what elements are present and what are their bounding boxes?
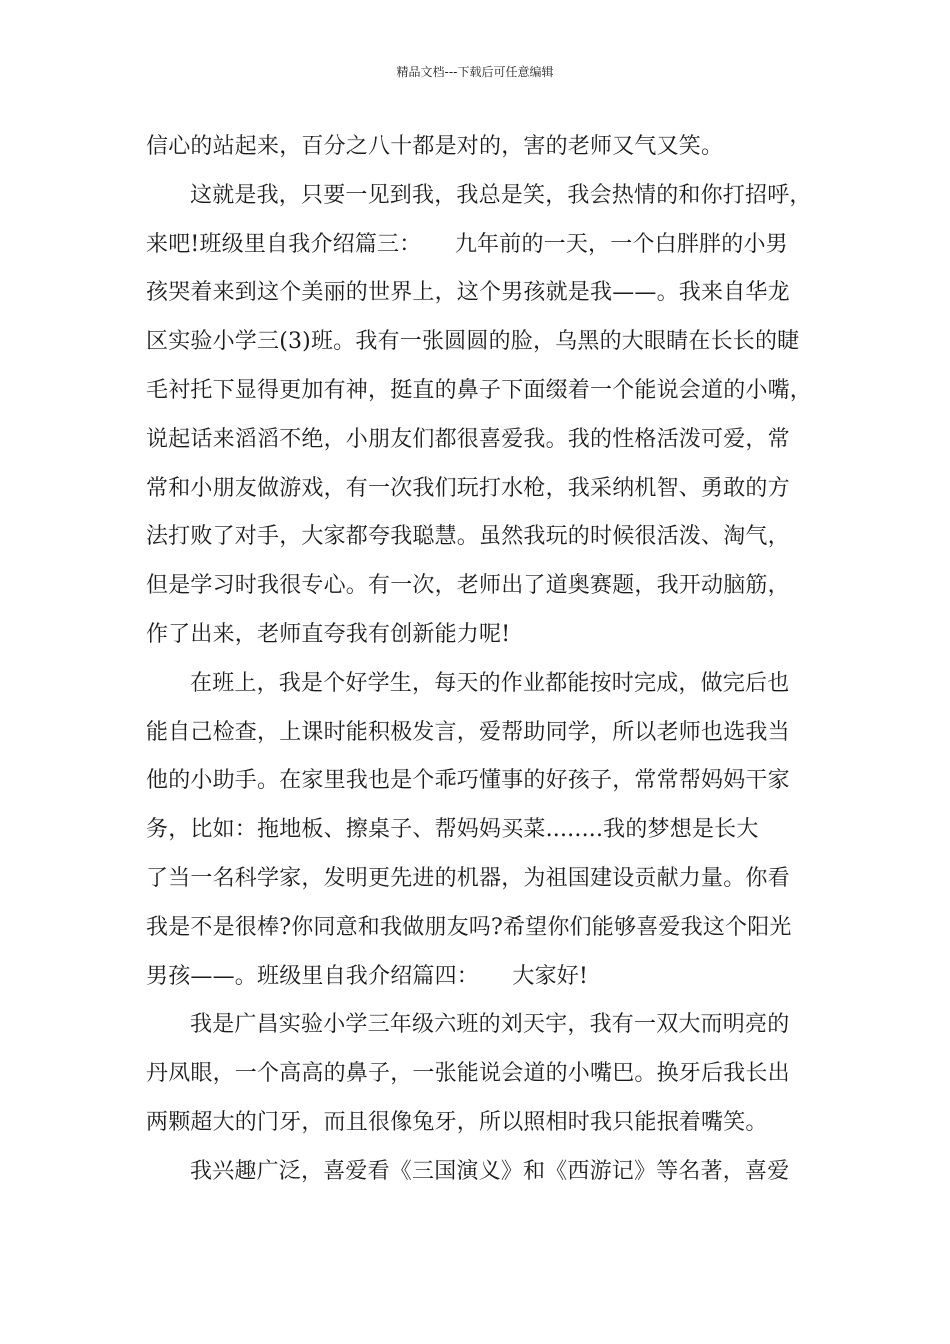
page-header: 精品文档---下载后可任意编辑 [396, 65, 554, 79]
text-line: 我是广昌实验小学三年级六班的刘天宇，我有一双大而明亮的 [190, 1012, 790, 1038]
text-line: 我是不是很棒?你同意和我做朋友吗?希望你们能够喜爱我这个阳光 [146, 914, 792, 940]
text-line: 这就是我，只要一见到我，我总是笑，我会热情的和你打招呼， [190, 182, 812, 208]
text-line: 孩哭着来到这个美丽的世界上，这个男孩就是我——。我来自华龙 [146, 280, 790, 306]
document-body [146, 132, 816, 1206]
text-line: 但是学习时我很专心。有一次，老师出了道奥赛题，我开动脑筋， [146, 573, 790, 599]
text-line: 我兴趣广泛，喜爱看《三国演义》和《西游记》等名著，喜爱 [190, 1158, 790, 1184]
text-line: 法打败了对手，大家都夸我聪慧。虽然我玩的时候很活泼、淘气， [146, 524, 790, 550]
text-line: 能自己检查，上课时能积极发言，爱帮助同学，所以老师也选我当 [146, 719, 790, 745]
text-line: 务，比如：拖地板、擦桌子、帮妈妈买菜........我的梦想是长大 [146, 817, 759, 843]
text-line: 作了出来，老师直夸我有创新能力呢! [146, 621, 511, 647]
text-line: 丹凤眼，一个高高的鼻子，一张能说会道的小嘴巴。换牙后我长出 [146, 1061, 790, 1087]
text-line: 两颗超大的门牙，而且很像兔牙，所以照相时我只能抿着嘴笑。 [146, 1109, 768, 1135]
text-line: 说起话来滔滔不绝，小朋友们都很喜爱我。我的性格活泼可爱，常 [146, 426, 790, 452]
text-line: 常和小朋友做游戏，有一次我们玩打水枪，我采纳机智、勇敢的方 [146, 475, 790, 501]
text-line: 男孩——。班级里自我介绍篇四： 大家好! [146, 963, 589, 989]
text-line: 在班上，我是个好学生，每天的作业都能按时完成，做完后也 [190, 670, 790, 696]
text-line: 来吧!班级里自我介绍篇三： 九年前的一天，一个白胖胖的小男 [146, 231, 788, 257]
text-line: 区实验小学三(3)班。我有一张圆圆的脸，乌黑的大眼睛在长长的睫 [146, 329, 800, 355]
text-line: 了当一名科学家，发明更先进的机器，为祖国建设贡献力量。你看 [146, 865, 790, 891]
text-line: 毛衬托下显得更加有神，挺直的鼻子下面缀着一个能说会道的小嘴， [146, 377, 813, 403]
text-line: 信心的站起来，百分之八十都是对的，害的老师又气又笑。 [146, 134, 724, 159]
text-line: 他的小助手。在家里我也是个乖巧懂事的好孩子，常常帮妈妈干家 [146, 768, 790, 794]
